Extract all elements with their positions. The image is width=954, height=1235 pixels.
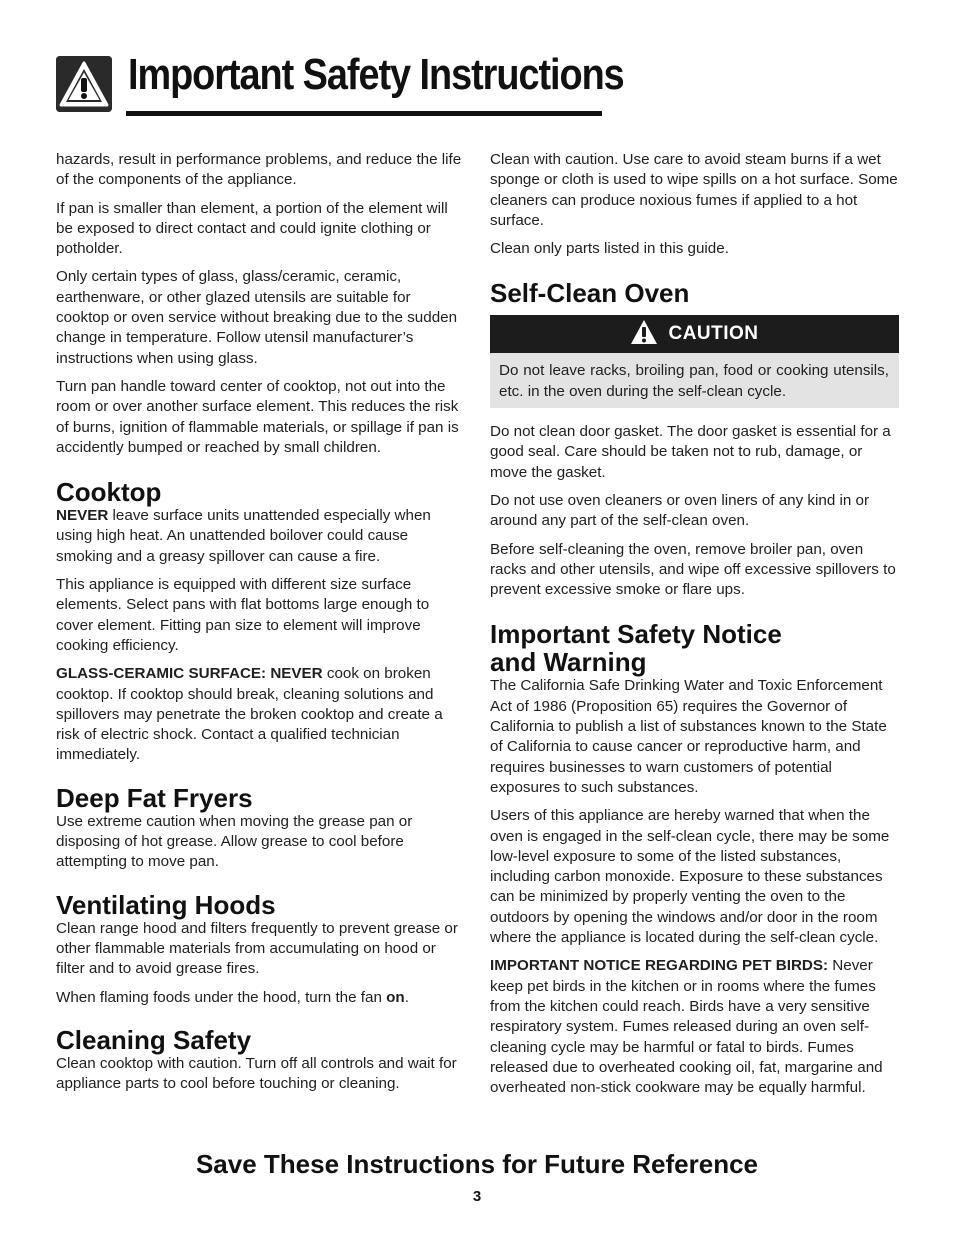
section-heading-safety-notice — [490, 620, 900, 676]
paragraph: hazards, result in performance problems, and reduce the life of the components of the appliance. — [56, 151, 462, 189]
section-heading-deep-fat-fryers: Deep Fat Fryers — [56, 782, 253, 813]
left-column — [56, 150, 466, 1102]
text: When flaming foods under the hood, turn the fan — [56, 988, 387, 1006]
bold-text: GLASS-CERAMIC SURFACE: NEVER — [56, 665, 323, 683]
page-title: Important Safety Instructions — [128, 50, 624, 99]
paragraph: Use extreme caution when moving the grease pan or disposing of hot grease. Allow grease to cool before attempting to move pan. — [56, 812, 413, 871]
paragraph: Only certain types of glass, glass/ceramic, ceramic, earthenware, or other glazed utensils are suitable for cooktop or oven service without breaking due to the sudden change in temperature. Follow utensil manufacturer’s instructions when using glass. — [56, 268, 458, 367]
section-heading-cleaning-safety: Cleaning Safety — [56, 1024, 252, 1055]
bold-text: IMPORTANT NOTICE REGARDING PET BIRDS: — [490, 957, 829, 975]
caution-warning-icon — [630, 319, 658, 350]
heading-line: Important Safety Notice — [490, 619, 782, 650]
paragraph: Clean only parts listed in this guide. — [490, 240, 729, 258]
heading-line: and Warning — [490, 647, 647, 678]
bold-text: on — [386, 988, 405, 1006]
paragraph — [56, 988, 466, 1008]
paragraph: Before self-cleaning the oven, remove broiler pan, oven racks and other utensils, and wipe off excessive spillovers to prevent excessive smoke or flare ups. — [490, 540, 896, 599]
paragraph — [56, 506, 466, 567]
text: . — [404, 988, 409, 1006]
section-heading-self-clean-oven: Self-Clean Oven — [490, 278, 690, 309]
paragraph — [56, 664, 466, 765]
paragraph: This appliance is equipped with different size surface elements. Select pans with flat bottoms large enough to cover element. Fitting pan size to element will improve cooking efficiency. — [56, 576, 430, 654]
paragraph: Do not use oven cleaners or oven liners of any kind in or around any part of the self-clean oven. — [490, 491, 870, 530]
caution-text: Do not leave racks, broiling pan, food or cooking utensils, etc. in the oven during the self-clean cycle. — [490, 353, 899, 408]
caution-label: CAUTION — [668, 323, 759, 345]
section-heading-cooktop: Cooktop — [56, 477, 162, 508]
text: Never keep pet birds in the kitchen or in rooms where the fumes from the kitchen could reach. Birds have a very sensitive respiratory system. Fumes released during an oven self-cleaning cycle may be harmful or fatal to birds. Fumes released due to overheated cooking oil, fat, margarine and overheated non-stick cookware may be equally harmful. — [490, 957, 883, 1097]
text: leave surface units unattended especially when using high heat. An unattended boilover could cause smoking and a greasy spillover can cause a fire. — [56, 507, 431, 565]
paragraph: If pan is smaller than element, a portion of the element will be exposed to direct contact and could ignite clothing or potholder. — [56, 199, 448, 258]
paragraph: Clean range hood and filters frequently to prevent grease or other flammable materials from accumulating on hood or filter and to avoid grease fires. — [56, 919, 458, 978]
caution-header — [490, 315, 899, 353]
page-header — [56, 50, 624, 118]
paragraph: Turn pan handle toward center of cooktop, not out into the room or over another surface element. This reduces the risk of burns, ignition of flammable materials, or spillage if pan is accidently bumped or reached by small children. — [56, 377, 459, 456]
paragraph: Do not clean door gasket. The door gasket is essential for a good seal. Care should be taken not to rub, damage, or move the gasket. — [490, 423, 891, 481]
warning-icon — [56, 56, 112, 112]
footer-title: Save These Instructions for Future Reference — [195, 1149, 759, 1179]
paragraph: The California Safe Drinking Water and Toxic Enforcement Act of 1986 (Proposition 65) requires the Governor of California to publish a list of substances known to the State of California to cause cancer or reproductive harm, and requires businesses to warn customers of potential exposures to such substances. — [490, 677, 887, 796]
page-number: 3 — [472, 1188, 482, 1205]
caution-box — [490, 315, 899, 408]
section-heading-ventilating-hoods: Ventilating Hoods — [56, 889, 276, 920]
paragraph — [490, 956, 900, 1098]
paragraph: Clean cooktop with caution. Turn off all controls and wait for appliance parts to cool before touching or cleaning. — [56, 1054, 457, 1093]
text: cook on broken cooktop. If cooktop should break, cleaning solutions and spillovers may penetrate the broken cooktop and create a risk of electric shock. Contact a qualified technician immediately. — [56, 665, 443, 764]
right-column — [490, 150, 900, 1106]
paragraph: Users of this appliance are hereby warned that when the oven is engaged in the self-clean cycle, there may be some low-level exposure to some of the listed substances, including carbon monoxide. Exposure to these substances can be minimized by properly venting the oven to the outdoors by opening the windows and/or door in the room where the appliance is located during the self-clean cycle. — [490, 807, 890, 947]
title-underline — [126, 111, 602, 116]
paragraph: Clean with caution. Use care to avoid steam burns if a wet sponge or cloth is used to wipe spills on a hot surface. Some cleaners can produce noxious fumes if applied to a hot surface. — [490, 151, 898, 229]
bold-text: NEVER — [56, 507, 109, 525]
